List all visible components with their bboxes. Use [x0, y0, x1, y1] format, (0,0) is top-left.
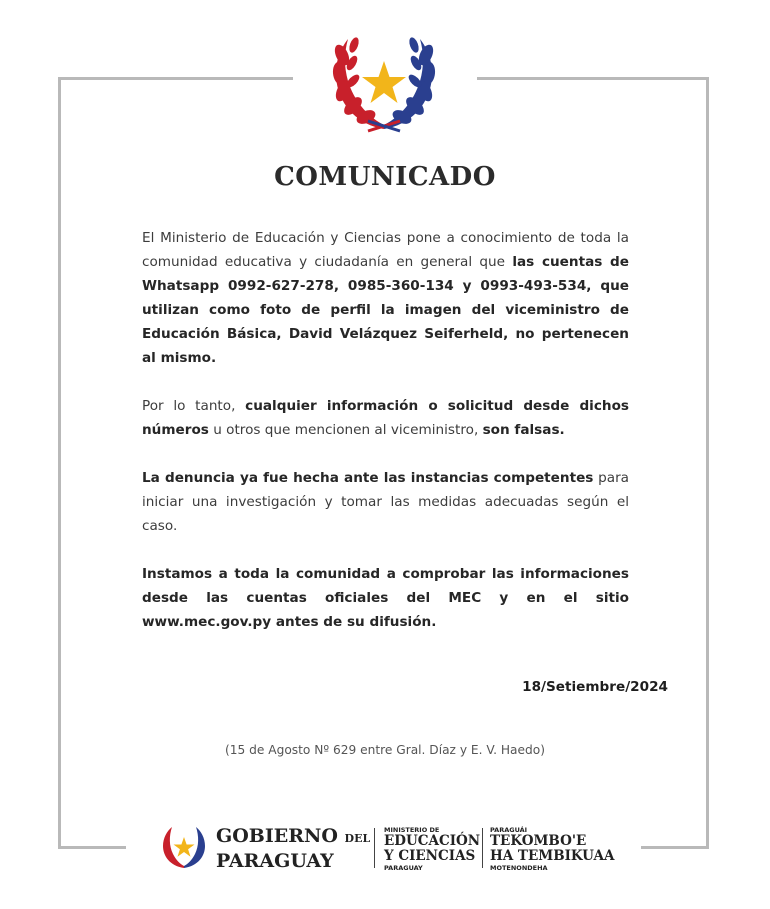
tek-bottom: MOTENONDEHA [490, 864, 548, 872]
paragraph-4-bold: Instamos a toda la comunidad a comprobar las informaciones desde las cuentas oficiales del MEC y en el sitio www.mec.gov.py antes de su difusión. [142, 566, 629, 630]
mec-line2: Y CIENCIAS [384, 848, 476, 864]
paragraph-3 [142, 466, 629, 538]
paragraph-4 [142, 562, 629, 634]
document-date: 18/Setiembre/2024 [522, 679, 668, 695]
tek-line1: TEKOMBO'E [490, 833, 587, 849]
gob-line1: GOBIERNO [216, 825, 338, 847]
mec-logo [384, 826, 480, 872]
mec-line1: EDUCACIÓN [384, 833, 481, 849]
paragraph-2-middle: u otros que mencionen al viceministro, [208, 422, 483, 438]
address-line: (15 de Agosto Nº 629 entre Gral. Díaz y E. V. Haedo) [225, 743, 545, 757]
footer-separator-1 [374, 828, 375, 868]
mec-top: MINISTERIO DE [384, 826, 440, 834]
gobierno-del-paraguay-logo [216, 825, 370, 872]
tek-line2: HA TEMBIKUAA [490, 848, 615, 864]
paragraph-1-accounts: las cuentas de Whatsapp 0992-627-278, 0985-360-134 y 0993-493-534, que utilizan como foto de perfil la imagen del viceministro de Educación Básica, David Velázquez Seiferheld, no pertenecen al mismo. [142, 254, 629, 366]
paragraph-3-bold: La denuncia ya fue hecha ante las instancias competentes [142, 470, 594, 486]
paraguay-seal-icon [160, 824, 208, 872]
tekombo-logo [490, 826, 615, 872]
document-body [142, 226, 629, 658]
paragraph-2-bold-1: cualquier información o solicitud desde dichos números [142, 398, 630, 438]
paraguay-national-emblem-icon [328, 33, 440, 137]
paragraph-2-bold-2: son falsas. [482, 422, 565, 438]
paragraph-2-intro: Por lo tanto, [142, 398, 246, 414]
paragraph-3-rest: para iniciar una investigación y tomar las medidas adecuadas según el caso. [142, 470, 629, 534]
paragraph-1 [142, 226, 629, 370]
footer-separator-2 [482, 828, 483, 868]
gob-line1-small: DEL [344, 832, 371, 845]
page-title: COMUNICADO [274, 162, 496, 192]
paragraph-1-intro: El Ministerio de Educación y Ciencias pone a conocimiento de toda la comunidad educativa y ciudadanía en general que [142, 230, 629, 270]
gob-line2: PARAGUAY [216, 850, 334, 872]
paragraph-2 [142, 394, 629, 442]
footer-logos [160, 824, 615, 872]
tek-top: PARAGUÁI [490, 826, 528, 834]
mec-bottom: PARAGUAY [384, 864, 423, 872]
